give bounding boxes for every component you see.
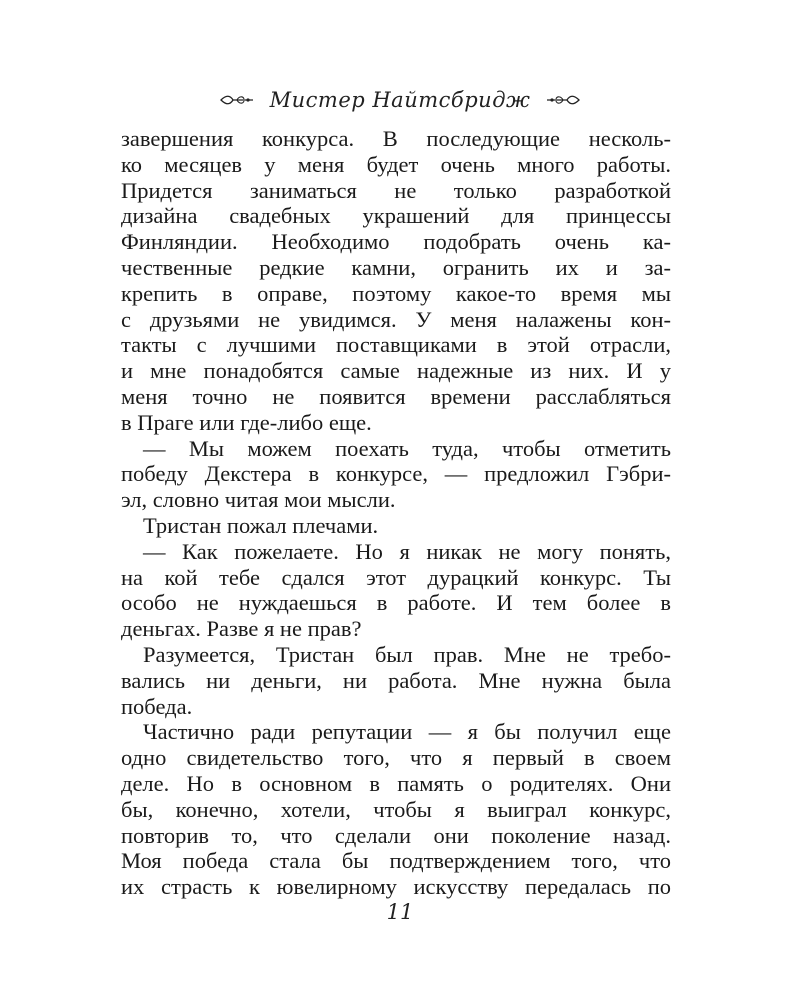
text-line: Придется заниматься не только разработкой	[121, 177, 671, 203]
running-header	[0, 86, 800, 112]
ornament-left-icon	[220, 88, 254, 112]
text-line: Финляндии. Необходимо подобрать очень ка-	[121, 229, 671, 255]
text-line: повторив то, что сделали они поколение назад.	[121, 822, 671, 848]
text-line: особо не нуждаешься в работе. И тем более в	[121, 590, 671, 616]
text-line: — Мы можем поехать туда, чтобы отметить	[143, 435, 671, 461]
text-line: завершения конкурса. В последующие несколь-	[121, 126, 671, 151]
text-line: Частично ради репутации — я бы получил еще	[143, 719, 671, 745]
ornament-right-icon	[546, 88, 580, 112]
text-line: эл, словно читая мои мысли.	[121, 487, 396, 513]
text-line: — Как пожелаете. Но я никак не могу понять,	[143, 538, 671, 564]
text-line: с друзьями не увидимся. У меня налажены кон-	[121, 306, 671, 332]
text-line: победу Декстера в конкурсе, — предложил Гэбри-	[121, 461, 671, 487]
text-line: в Праге или где-либо еще.	[121, 409, 372, 435]
page-number: 11	[386, 900, 414, 924]
text-line: Тристан пожал плечами.	[143, 512, 379, 538]
text-line: на кой тебе сдался этот дурацкий конкурс. Ты	[121, 564, 671, 590]
text-line: крепить в оправе, поэтому какое-то время мы	[121, 280, 671, 306]
text-line: Разумеется, Тристан был прав. Мне не требо-	[143, 641, 671, 667]
text-line: деле. Но в основном в память о родителях. Они	[121, 770, 671, 796]
text-line: Моя победа стала бы подтверждением того, что	[121, 848, 671, 874]
text-line: одно свидетельство того, что я первый в своем	[121, 745, 671, 771]
text-line: и мне понадобятся самые надежные из них. И у	[121, 358, 671, 384]
text-line: чественные редкие камни, огранить их и за-	[121, 254, 671, 280]
body-text	[121, 126, 671, 900]
text-line: меня точно не появится времени расслабляться	[121, 383, 671, 409]
text-line: ко месяцев у меня будет очень много работы.	[121, 151, 671, 177]
text-line: вались ни деньги, ни работа. Мне нужна была	[121, 667, 671, 693]
text-line: такты с лучшими поставщиками в этой отрасли,	[121, 332, 671, 358]
text-line: победа.	[121, 693, 193, 719]
book-title: Мистер Найтсбридж	[269, 87, 531, 112]
text-line: их страсть к ювелирному искусству передалась по	[121, 874, 671, 900]
text-line: деньгах. Разве я не прав?	[121, 616, 362, 642]
text-line: бы, конечно, хотели, чтобы я выиграл конкурс,	[121, 796, 671, 822]
text-line: дизайна свадебных украшений для принцессы	[121, 203, 671, 229]
